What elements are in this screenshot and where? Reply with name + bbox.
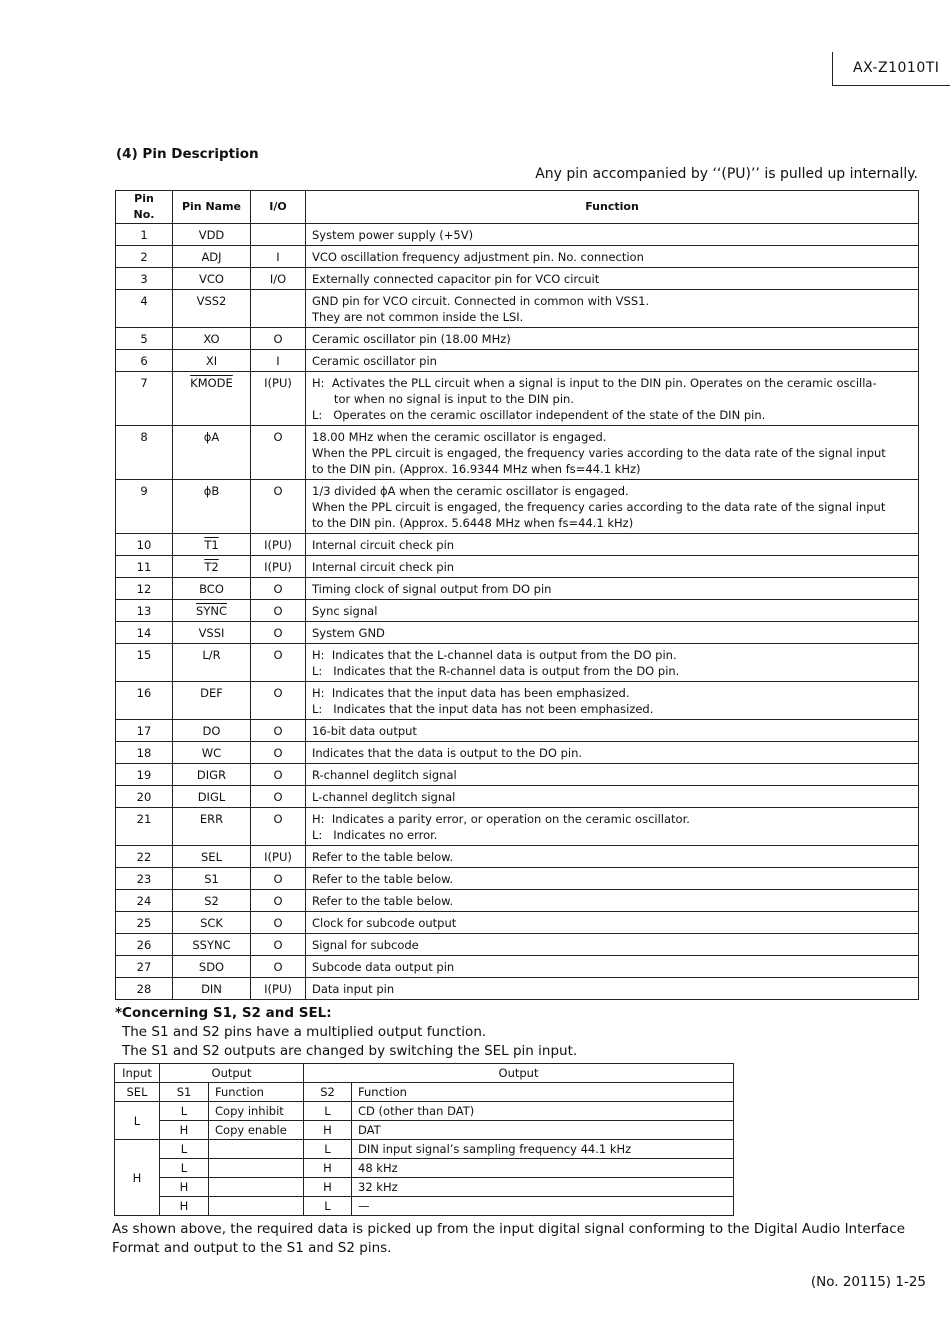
pin-function [306, 846, 919, 868]
function-line: System power supply (+5V) [312, 228, 474, 242]
pin-io: O [251, 328, 306, 350]
function-line: Refer to the table below. [312, 894, 454, 908]
s1-function: Copy enable [209, 1121, 304, 1140]
table-row [116, 480, 919, 534]
s2-value: L [304, 1197, 352, 1216]
concerning-title: *Concerning S1, S2 and SEL: [115, 1005, 332, 1021]
sub-function-1: Function [209, 1083, 304, 1102]
pin-name: DIGL [173, 786, 251, 808]
table-row [116, 868, 919, 890]
concerning-line-1: The S1 and S2 pins have a multiplied output function. [122, 1024, 487, 1040]
pin-name: L/R [173, 644, 251, 682]
function-line: Sync signal [312, 604, 378, 618]
pin-name: WC [173, 742, 251, 764]
pin-number: 25 [116, 912, 173, 934]
function-line: They are not common inside the LSI. [312, 310, 524, 324]
function-line: Internal circuit check pin [312, 560, 455, 574]
pin-io: I(PU) [251, 556, 306, 578]
group-input: Input [115, 1064, 160, 1083]
function-line: Indicates that the data is output to the DO pin. [312, 746, 583, 760]
pin-function [306, 246, 919, 268]
pin-name: DIN [173, 978, 251, 1000]
table-row [116, 956, 919, 978]
sub-s1: S1 [160, 1083, 209, 1102]
table-row [116, 328, 919, 350]
pin-function [306, 290, 919, 328]
pin-name: ϕB [173, 480, 251, 534]
table-row [116, 556, 919, 578]
pin-number: 20 [116, 786, 173, 808]
pin-io: O [251, 600, 306, 622]
pin-function [306, 808, 919, 846]
s2-function: 32 kHz [352, 1178, 734, 1197]
function-line: GND pin for VCO circuit. Connected in common with VSS1. [312, 294, 650, 308]
function-line: R-channel deglitch signal [312, 768, 457, 782]
table-row [116, 426, 919, 480]
pin-function [306, 600, 919, 622]
page-number: (No. 20115) 1-25 [810, 1274, 926, 1290]
pin-name: S1 [173, 868, 251, 890]
pin-io: O [251, 578, 306, 600]
s1-function [209, 1197, 304, 1216]
group-output-s2: Output [304, 1064, 734, 1083]
pin-function [306, 480, 919, 534]
pin-io: O [251, 808, 306, 846]
s1-function [209, 1178, 304, 1197]
s2-value: H [304, 1178, 352, 1197]
function-line: When the PPL circuit is engaged, the frequency caries according to the data rate of the signal input [312, 500, 886, 514]
table-row [116, 912, 919, 934]
function-line: to the DIN pin. (Approx. 5.6448 MHz when fs=44.1 kHz) [312, 516, 634, 530]
pin-io: O [251, 890, 306, 912]
s1-function [209, 1159, 304, 1178]
function-line: tor when no signal is input to the DIN pin. [312, 392, 574, 406]
function-line: L: Indicates no error. [312, 828, 438, 842]
table-row [116, 742, 919, 764]
s1-value: L [160, 1140, 209, 1159]
pin-io: I(PU) [251, 978, 306, 1000]
function-line: L: Indicates that the input data has not been emphasized. [312, 702, 654, 716]
function-line: Ceramic oscillator pin [312, 354, 437, 368]
function-line: L: Operates on the ceramic oscillator independent of the state of the DIN pin. [312, 408, 766, 422]
sel-table-row [115, 1140, 734, 1159]
s2-value: H [304, 1159, 352, 1178]
function-line: Refer to the table below. [312, 850, 454, 864]
function-line: H: Activates the PLL circuit when a signal is input to the DIN pin. Operates on the ceramic oscilla- [312, 376, 877, 390]
pin-table-header [116, 191, 919, 224]
s2-function: DAT [352, 1121, 734, 1140]
pin-number: 4 [116, 290, 173, 328]
s2-value: L [304, 1102, 352, 1121]
pin-name: SYNC [173, 600, 251, 622]
function-line: Refer to the table below. [312, 872, 454, 886]
pin-function [306, 268, 919, 290]
function-line: Clock for subcode output [312, 916, 457, 930]
pin-io: O [251, 644, 306, 682]
pin-io: O [251, 622, 306, 644]
table-row [116, 578, 919, 600]
sel-table-row [115, 1178, 734, 1197]
pin-number: 3 [116, 268, 173, 290]
function-line: H: Indicates a parity error, or operation on the ceramic oscillator. [312, 812, 690, 826]
pin-function [306, 426, 919, 480]
pin-io: I [251, 246, 306, 268]
table-row [116, 534, 919, 556]
table-row [116, 644, 919, 682]
s1-value: L [160, 1159, 209, 1178]
header-function: Function [306, 191, 919, 224]
pin-function [306, 644, 919, 682]
table-row [116, 682, 919, 720]
table-row [116, 622, 919, 644]
pin-name: ERR [173, 808, 251, 846]
pin-name: T2 [173, 556, 251, 578]
pin-number: 18 [116, 742, 173, 764]
pin-number: 24 [116, 890, 173, 912]
pin-name: VSS2 [173, 290, 251, 328]
pin-io: O [251, 682, 306, 720]
pin-function [306, 764, 919, 786]
header-pin-name: Pin Name [173, 191, 251, 224]
function-line: VCO oscillation frequency adjustment pin. No. connection [312, 250, 644, 264]
pin-number: 21 [116, 808, 173, 846]
function-line: Signal for subcode [312, 938, 419, 952]
pin-name: VDD [173, 224, 251, 246]
s1-value: L [160, 1102, 209, 1121]
pin-io: I(PU) [251, 534, 306, 556]
function-line: Externally connected capacitor pin for VCO circuit [312, 272, 600, 286]
function-line: to the DIN pin. (Approx. 16.9344 MHz when fs=44.1 kHz) [312, 462, 641, 476]
pin-io: I/O [251, 268, 306, 290]
pin-function [306, 224, 919, 246]
pin-number: 6 [116, 350, 173, 372]
footer-text: As shown above, the required data is picked up from the input digital signal conforming to the Digital Audio Interface Format and output to the S1 and S2 pins. [112, 1221, 906, 1256]
pin-io: O [251, 868, 306, 890]
pullup-note: Any pin accompanied by ‘‘(PU)’’ is pulled up internally. [535, 166, 918, 182]
pin-number: 19 [116, 764, 173, 786]
table-row [116, 808, 919, 846]
table-row [116, 720, 919, 742]
pin-function [306, 934, 919, 956]
pin-number: 27 [116, 956, 173, 978]
table-row [116, 224, 919, 246]
concerning-section [115, 1004, 577, 1061]
model-header [832, 52, 950, 86]
pin-name: BCO [173, 578, 251, 600]
pin-function [306, 350, 919, 372]
sel-value: H [115, 1140, 160, 1216]
pin-function [306, 682, 919, 720]
pin-name: SSYNC [173, 934, 251, 956]
pin-name: T1 [173, 534, 251, 556]
s1-function [209, 1140, 304, 1159]
pin-number: 26 [116, 934, 173, 956]
sel-sub-header [115, 1083, 734, 1102]
pin-number: 11 [116, 556, 173, 578]
sel-table-row [115, 1197, 734, 1216]
pin-name: SDO [173, 956, 251, 978]
pin-io: O [251, 480, 306, 534]
pin-name: ϕA [173, 426, 251, 480]
pin-io: O [251, 786, 306, 808]
pin-function [306, 372, 919, 426]
pin-number: 23 [116, 868, 173, 890]
sel-table-row [115, 1102, 734, 1121]
function-line: Ceramic oscillator pin (18.00 MHz) [312, 332, 511, 346]
function-line: H: Indicates that the input data has been emphasized. [312, 686, 630, 700]
pin-function [306, 956, 919, 978]
pin-number: 22 [116, 846, 173, 868]
table-row [116, 764, 919, 786]
function-line: Timing clock of signal output from DO pin [312, 582, 552, 596]
pin-io: O [251, 426, 306, 480]
pin-io: I(PU) [251, 372, 306, 426]
s2-function: — [352, 1197, 734, 1216]
sel-value: L [115, 1102, 160, 1140]
pin-number: 28 [116, 978, 173, 1000]
pin-function [306, 328, 919, 350]
table-row [116, 786, 919, 808]
header-io: I/O [251, 191, 306, 224]
pin-number: 12 [116, 578, 173, 600]
function-line: System GND [312, 626, 385, 640]
table-row [116, 290, 919, 328]
pin-io: O [251, 720, 306, 742]
pin-name: SEL [173, 846, 251, 868]
pin-name: SCK [173, 912, 251, 934]
function-line: L: Indicates that the R-channel data is output from the DO pin. [312, 664, 680, 678]
pin-number: 16 [116, 682, 173, 720]
function-line: 18.00 MHz when the ceramic oscillator is engaged. [312, 430, 607, 444]
pin-number: 17 [116, 720, 173, 742]
sel-table-row [115, 1121, 734, 1140]
pin-name: DEF [173, 682, 251, 720]
s1-value: H [160, 1197, 209, 1216]
sub-sel: SEL [115, 1083, 160, 1102]
pin-function [306, 556, 919, 578]
pin-function [306, 578, 919, 600]
pin-number: 1 [116, 224, 173, 246]
pin-name: KMODE [173, 372, 251, 426]
pin-name: XI [173, 350, 251, 372]
pin-description-table [115, 190, 919, 1000]
sel-output-table [114, 1063, 734, 1216]
section-title: (4) Pin Description [116, 146, 259, 162]
pin-function [306, 622, 919, 644]
pin-io: O [251, 912, 306, 934]
header-pin-no: Pin No. [116, 191, 173, 224]
table-row [116, 268, 919, 290]
pin-function [306, 786, 919, 808]
pin-io: O [251, 742, 306, 764]
function-line: When the PPL circuit is engaged, the frequency varies according to the data rate of the signal input [312, 446, 886, 460]
s1-value: H [160, 1121, 209, 1140]
pin-number: 15 [116, 644, 173, 682]
pin-function [306, 720, 919, 742]
pin-name: ADJ [173, 246, 251, 268]
function-line: 16-bit data output [312, 724, 417, 738]
pin-number: 8 [116, 426, 173, 480]
pin-io [251, 224, 306, 246]
s1-value: H [160, 1178, 209, 1197]
table-row [116, 600, 919, 622]
pin-name: XO [173, 328, 251, 350]
s2-function: CD (other than DAT) [352, 1102, 734, 1121]
pin-number: 5 [116, 328, 173, 350]
pin-name: DIGR [173, 764, 251, 786]
sub-s2: S2 [304, 1083, 352, 1102]
pin-io: O [251, 764, 306, 786]
function-line: H: Indicates that the L-channel data is output from the DO pin. [312, 648, 677, 662]
table-row [116, 372, 919, 426]
concerning-line-2: The S1 and S2 outputs are changed by switching the SEL pin input. [122, 1043, 578, 1059]
table-row [116, 350, 919, 372]
function-line: 1/3 divided ϕA when the ceramic oscillator is engaged. [312, 484, 629, 498]
table-row [116, 978, 919, 1000]
pin-number: 14 [116, 622, 173, 644]
pin-function [306, 742, 919, 764]
pin-function [306, 978, 919, 1000]
table-row [116, 246, 919, 268]
table-row [116, 890, 919, 912]
pin-name: S2 [173, 890, 251, 912]
pin-number: 9 [116, 480, 173, 534]
pin-number: 7 [116, 372, 173, 426]
pin-io: O [251, 956, 306, 978]
pin-number: 2 [116, 246, 173, 268]
function-line: L-channel deglitch signal [312, 790, 456, 804]
pin-number: 13 [116, 600, 173, 622]
pin-io: I(PU) [251, 846, 306, 868]
pin-function [306, 890, 919, 912]
s2-value: H [304, 1121, 352, 1140]
pin-name: VSSI [173, 622, 251, 644]
function-line: Data input pin [312, 982, 395, 996]
pin-io: I [251, 350, 306, 372]
s2-function: DIN input signal’s sampling frequency 44.1 kHz [352, 1140, 734, 1159]
pin-function [306, 912, 919, 934]
s2-value: L [304, 1140, 352, 1159]
sel-table-row [115, 1159, 734, 1178]
function-line: Internal circuit check pin [312, 538, 455, 552]
sel-group-header [115, 1064, 734, 1083]
pin-io [251, 290, 306, 328]
pin-function [306, 534, 919, 556]
table-row [116, 846, 919, 868]
group-output-s1: Output [160, 1064, 304, 1083]
pin-name: DO [173, 720, 251, 742]
sub-function-2: Function [352, 1083, 734, 1102]
s1-function: Copy inhibit [209, 1102, 304, 1121]
s2-function: 48 kHz [352, 1159, 734, 1178]
model-number: AX-Z1010TI [853, 60, 940, 76]
pin-function [306, 868, 919, 890]
pin-io: O [251, 934, 306, 956]
pin-number: 10 [116, 534, 173, 556]
function-line: Subcode data output pin [312, 960, 455, 974]
table-row [116, 934, 919, 956]
pin-name: VCO [173, 268, 251, 290]
